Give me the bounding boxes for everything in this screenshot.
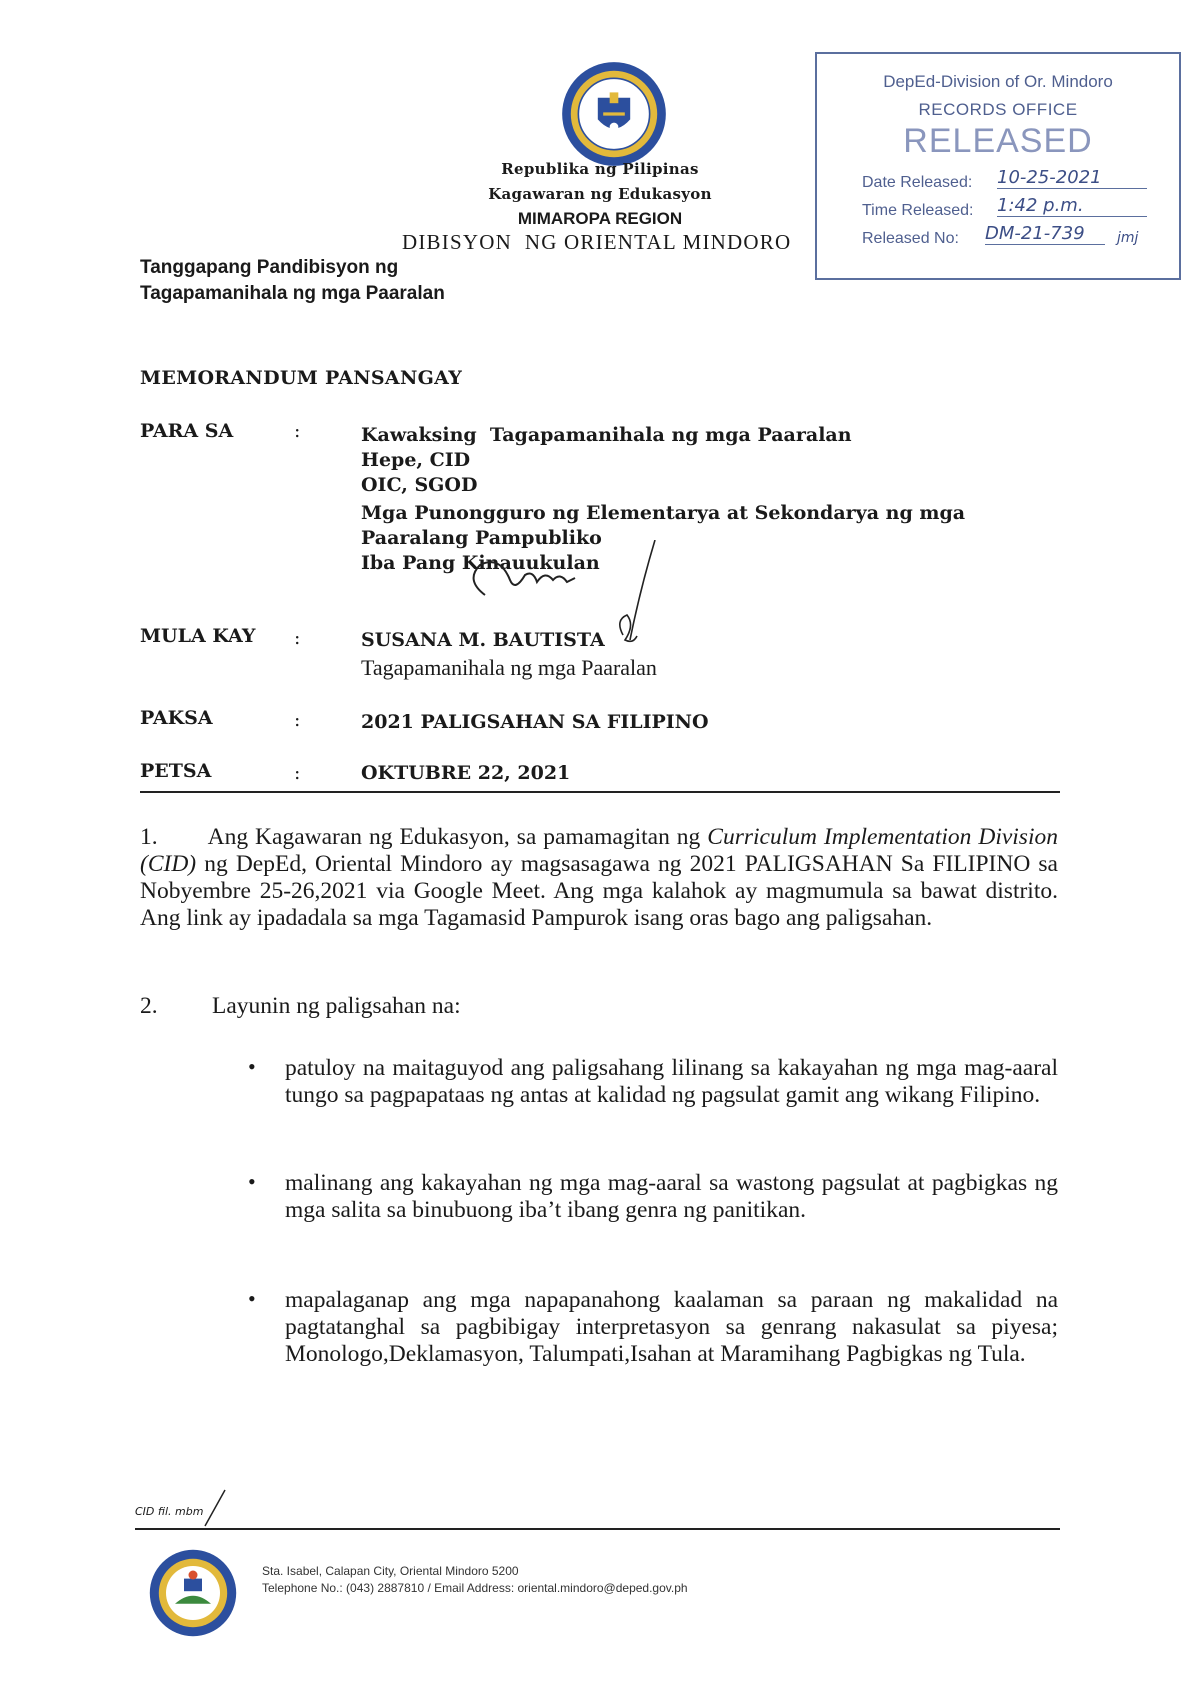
recipient: OIC, SGOD — [361, 474, 478, 496]
republic-name: Republika ng Pilipinas — [501, 160, 699, 178]
region-name: MIMAROPA REGION — [517, 209, 683, 228]
bullet-icon: • — [248, 1286, 256, 1311]
recipient: Hepe, CID — [361, 449, 471, 471]
released-stamp — [815, 52, 1181, 280]
department-name: Kagawaran ng Edukasyon — [488, 185, 712, 203]
bullet-item: mapalaganap ang mga napapanahong kaalaman sa paraan ng makalidad na pagtatanghal sa pagbibigay interpretasyon sa genrang nakasulat sa piyesa; Monologo,Deklamasyon, Talumpati,Isahan at Maramihang Pagbigkas ng Tula. — [285, 1287, 1058, 1367]
memo-title: MEMORANDUM PANSANGAY — [140, 367, 463, 389]
deped-seal-icon — [560, 60, 668, 168]
petsa-label: PETSA — [140, 760, 212, 782]
stamp-time-value: 1:42 p.m. — [997, 195, 1147, 217]
paragraph-2-text: Layunin ng paligsahan na: — [212, 993, 461, 1019]
division-seal-icon — [148, 1548, 238, 1638]
stamp-office: RECORDS OFFICE — [918, 100, 1078, 119]
stamp-time-label: Time Released: — [862, 202, 974, 219]
from-name: SUSANA M. BAUTISTA — [361, 629, 605, 651]
recipient: Paaralang Pampubliko — [361, 527, 602, 549]
para-sa-label: PARA SA — [140, 420, 234, 442]
footer-divider — [135, 1528, 1060, 1530]
stamp-no-label: Released No: — [862, 230, 959, 247]
paragraph-2-number: 2. — [140, 993, 158, 1019]
stamp-date-label: Date Released: — [862, 174, 973, 191]
colon: : — [294, 627, 301, 649]
stamp-division: DepEd-Division of Or. Mindoro — [883, 72, 1113, 91]
office-line-1: Tanggapang Pandibisyon ng — [140, 257, 399, 278]
recipient: Iba Pang Kinauukulan — [361, 552, 600, 574]
memo-date: OKTUBRE 22, 2021 — [361, 762, 571, 784]
stamp-no-value: DM-21-739 — [985, 223, 1105, 245]
recipient: Kawaksing Tagapamanihala ng mga Paaralan — [361, 424, 852, 446]
paragraph-number: 1. — [140, 824, 158, 850]
mula-kay-label: MULA KAY — [140, 625, 256, 647]
recipient: Mga Punongguro ng Elementarya at Sekondarya ng mga — [361, 502, 966, 524]
bullet-icon: • — [248, 1054, 256, 1079]
bullet-icon: • — [248, 1169, 256, 1194]
paragraph-1-text-b: ng DepEd, Oriental Mindoro ay magsasagawa ng 2021 PALIGSAHAN Sa FILIPINO sa Nobyembre 25-26,2021 via Google Meet. Ang mga kalahok ay magmumula sa bawat distrito. Ang link ay ipadadala sa mga Tagamasid Pampurok isang oras bago ang paligsahan. — [140, 851, 1058, 931]
colon: : — [294, 762, 301, 784]
paksa-label: PAKSA — [140, 707, 213, 729]
colon: : — [294, 709, 301, 731]
header-divider — [140, 791, 1060, 793]
subject: 2021 PALIGSAHAN SA FILIPINO — [361, 711, 709, 733]
stamp-released: RELEASED — [903, 122, 1093, 160]
bullet-item: malinang ang kakayahan ng mga mag-aaral sa wastong pagsulat at pagbigkas ng mga salita sa binubuong iba’t ibang genra ng panitikan. — [285, 1170, 1058, 1223]
stamp-initials: jmj — [1117, 230, 1139, 246]
from-title: Tagapamanihala ng mga Paaralan — [361, 655, 657, 680]
footer-address: Sta. Isabel, Calapan City, Oriental Mindoro 5200 — [262, 1564, 519, 1578]
initials-mark-icon — [200, 1488, 230, 1528]
office-line-2: Tagapamanihala ng mga Paaralan — [140, 283, 445, 304]
footer-initials: CID fil. mbm — [135, 1505, 204, 1518]
bullet-item: patuloy na maitaguyod ang paligsahang lilinang sa kakayahan ng mga mag-aaral tungo sa pagpapataas ng antas at kalidad ng pagsulat gamit ang wikang Filipino. — [285, 1055, 1058, 1108]
paragraph-1-text-a: Ang Kagawaran ng Edukasyon, sa pamamagitan ng — [207, 824, 708, 850]
paragraph-1 — [140, 824, 1058, 932]
footer-contact: Telephone No.: (043) 2887810 / Email Address: oriental.mindoro@deped.gov.ph — [262, 1581, 688, 1595]
stamp-date-value: 10-25-2021 — [997, 167, 1147, 189]
colon: : — [294, 420, 301, 442]
division-name: DIBISYON NG ORIENTAL MINDORO — [402, 230, 792, 254]
paragraph-1-italic: Curriculum Implementation Division (CID) — [140, 824, 1058, 877]
